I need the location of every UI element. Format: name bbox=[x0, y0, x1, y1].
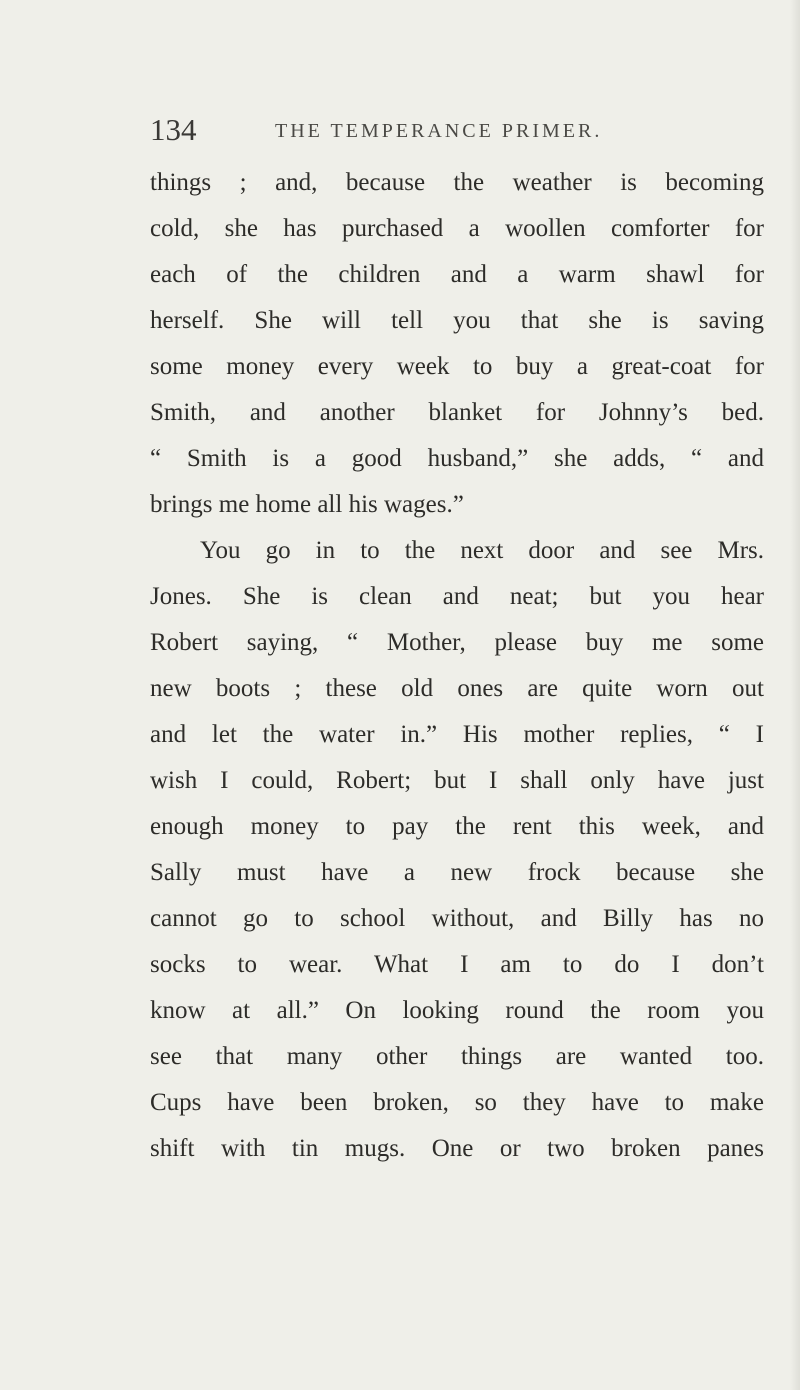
text-line: socks to wear. What I am to do I don’t bbox=[150, 951, 764, 978]
running-title: THE TEMPERANCE PRIMER. bbox=[275, 120, 603, 142]
text-line: brings me home all his wages.” bbox=[150, 491, 464, 518]
text-line: Smith, and another blanket for Johnny’s bed. bbox=[150, 399, 764, 426]
text-line: some money every week to buy a great-coat for bbox=[150, 353, 764, 380]
text-line: Cups have been broken, so they have to make bbox=[150, 1089, 764, 1116]
text-line: cold, she has purchased a woollen comforter for bbox=[150, 215, 764, 242]
text-line: cannot go to school without, and Billy has no bbox=[150, 905, 764, 932]
text-line: and let the water in.” His mother replies, “ I bbox=[150, 721, 764, 748]
text-line: Robert saying, “ Mother, please buy me some bbox=[150, 629, 764, 656]
text-line: see that many other things are wanted too. bbox=[150, 1043, 764, 1070]
text-line: things ; and, because the weather is becoming bbox=[150, 169, 764, 196]
text-line: each of the children and a warm shawl for bbox=[150, 261, 764, 288]
page-number: 134 bbox=[150, 112, 197, 147]
text-line: shift with tin mugs. One or two broken panes bbox=[150, 1135, 764, 1162]
text-line: “ Smith is a good husband,” she adds, “ and bbox=[150, 445, 764, 472]
text-line: know at all.” On looking round the room you bbox=[150, 997, 764, 1024]
text-line: enough money to pay the rent this week, and bbox=[150, 813, 764, 840]
text-line: Sally must have a new frock because she bbox=[150, 859, 764, 886]
text-line: new boots ; these old ones are quite worn out bbox=[150, 675, 764, 702]
text-line: wish I could, Robert; but I shall only have just bbox=[150, 767, 764, 794]
text-line: Jones. She is clean and neat; but you hear bbox=[150, 583, 764, 610]
text-line: herself. She will tell you that she is saving bbox=[150, 307, 764, 334]
text-line: You go in to the next door and see Mrs. bbox=[200, 537, 764, 564]
